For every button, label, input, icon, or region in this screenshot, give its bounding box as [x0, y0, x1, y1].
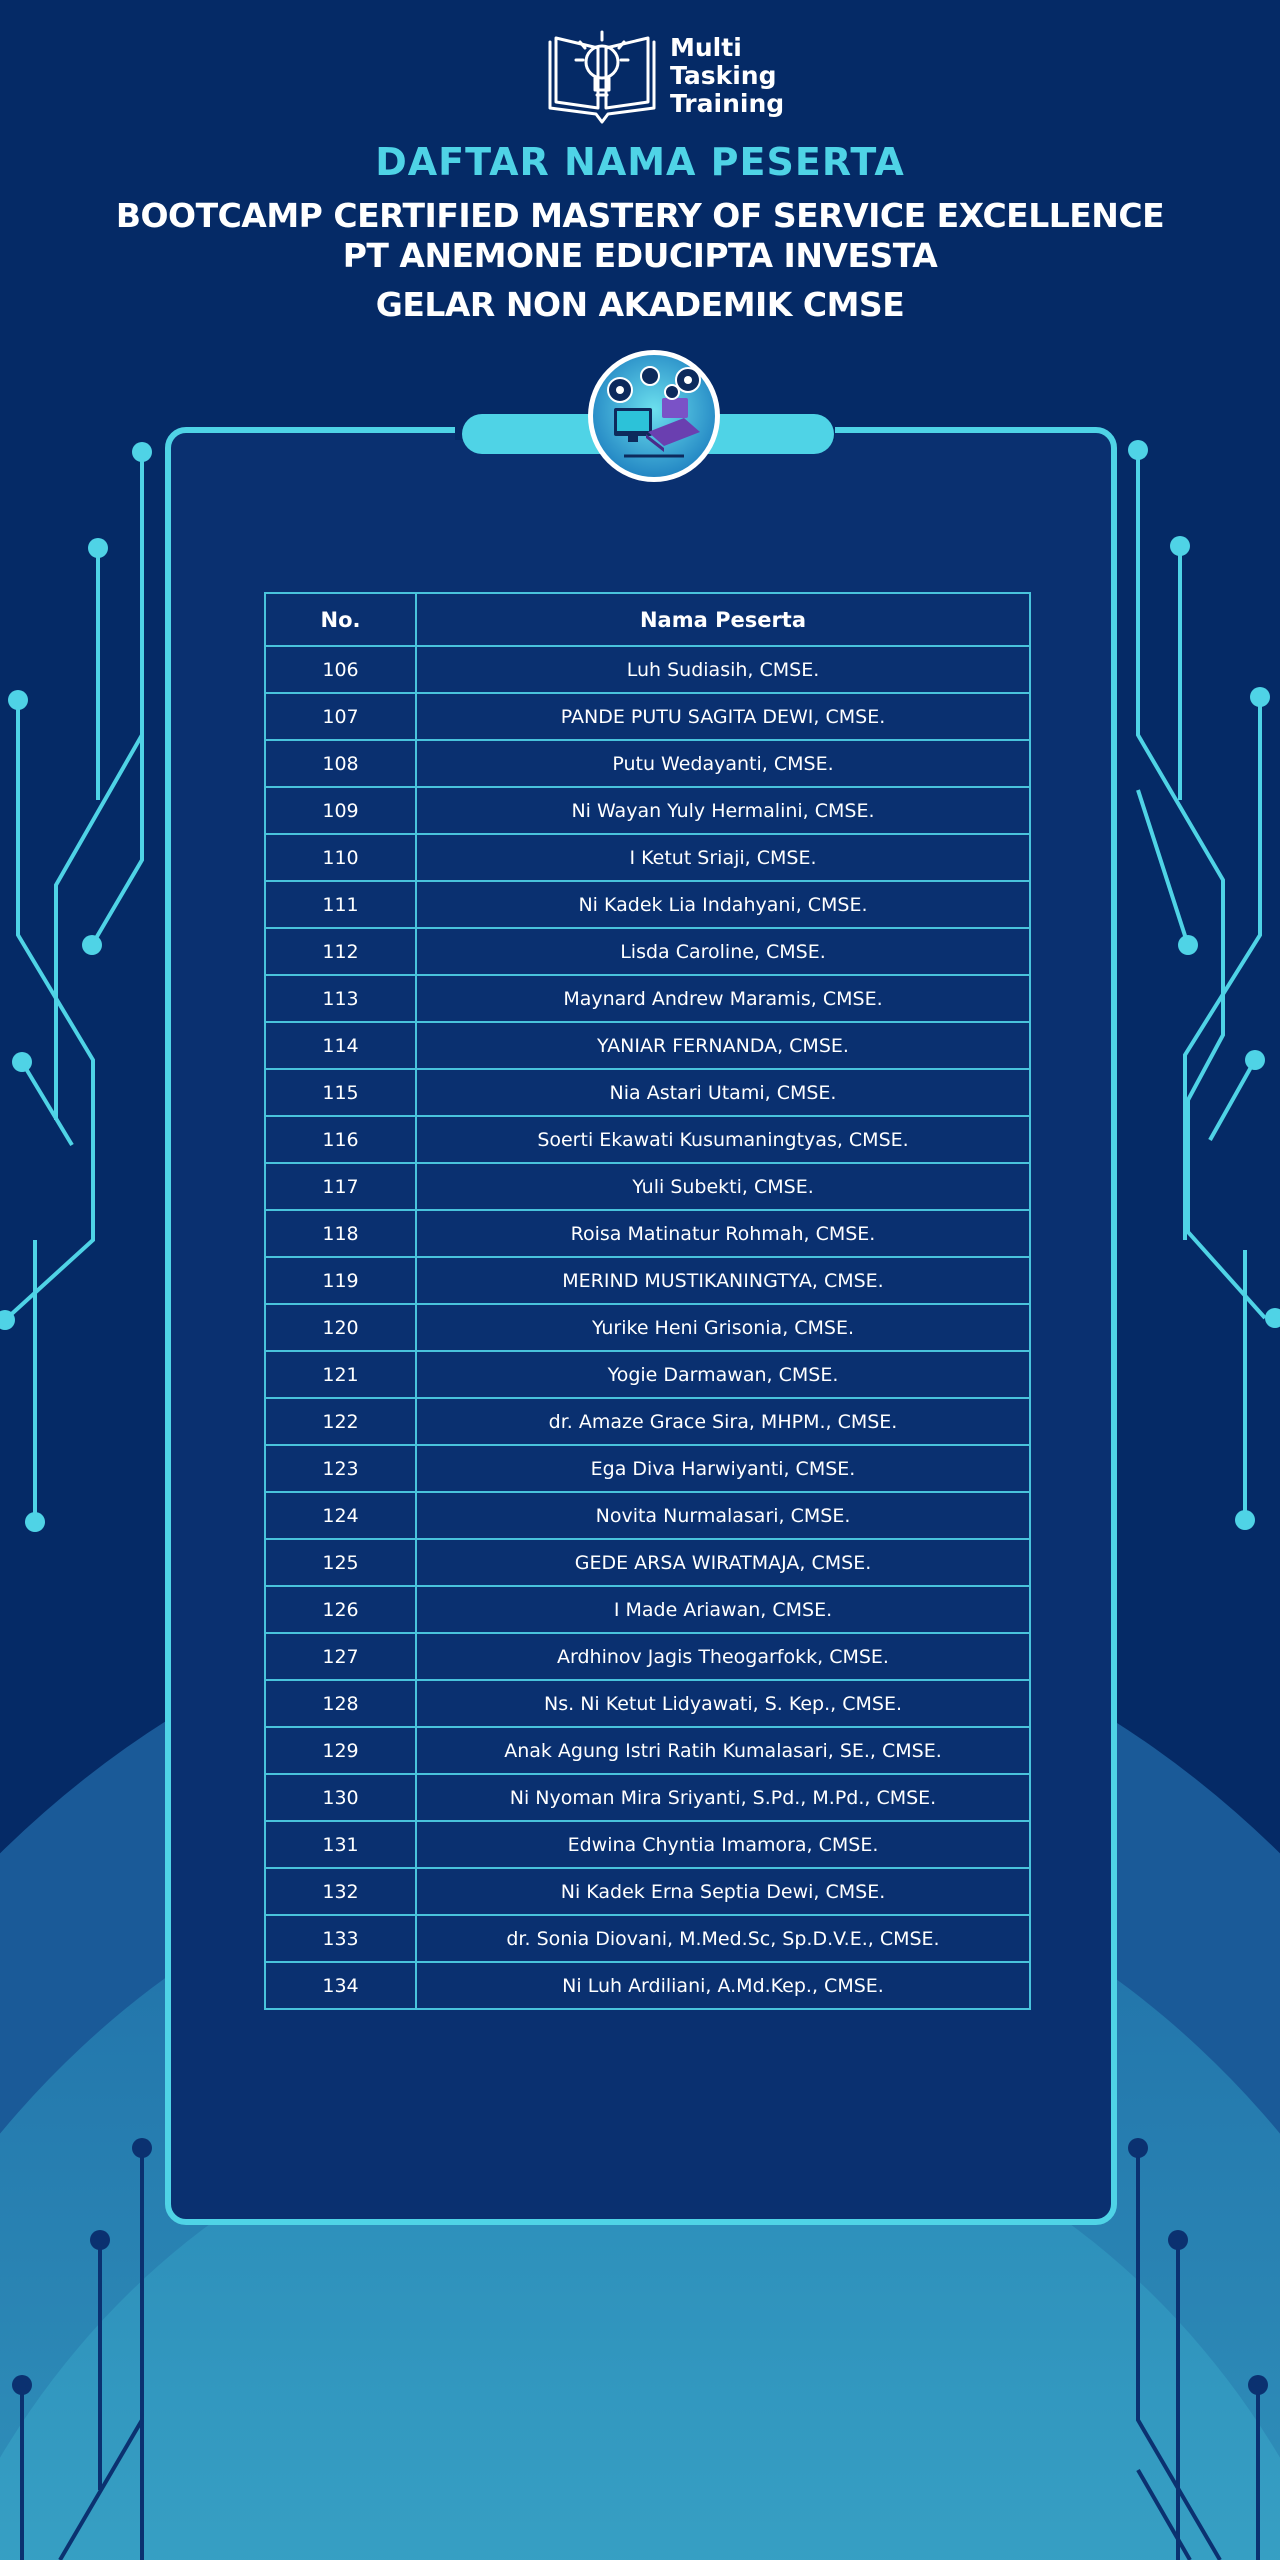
cell-participant-name: Maynard Andrew Maramis, CMSE.: [416, 975, 1030, 1022]
participant-table-wrapper: [264, 592, 1029, 2010]
cell-participant-name: Anak Agung Istri Ratih Kumalasari, SE., CMSE.: [416, 1727, 1030, 1774]
cell-no: 126: [265, 1586, 416, 1633]
book-lightbulb-logo-icon: [546, 28, 658, 124]
participant-table: [264, 592, 1031, 2010]
table-header-row: [265, 593, 1030, 646]
table-row: [265, 1163, 1030, 1210]
table-row: [265, 881, 1030, 928]
table-row: [265, 1022, 1030, 1069]
table-row: [265, 1210, 1030, 1257]
cell-no: 121: [265, 1351, 416, 1398]
cell-no: 114: [265, 1022, 416, 1069]
cell-participant-name: Luh Sudiasih, CMSE.: [416, 646, 1030, 693]
cell-no: 133: [265, 1915, 416, 1962]
table-row: [265, 1727, 1030, 1774]
cell-participant-name: Ns. Ni Ketut Lidyawati, S. Kep., CMSE.: [416, 1680, 1030, 1727]
column-header-name: Nama Peserta: [416, 593, 1030, 646]
cell-participant-name: YANIAR FERNANDA, CMSE.: [416, 1022, 1030, 1069]
cell-participant-name: MERIND MUSTIKANINGTYA, CMSE.: [416, 1257, 1030, 1304]
table-body: [265, 646, 1030, 2009]
cell-no: 131: [265, 1821, 416, 1868]
cell-no: 128: [265, 1680, 416, 1727]
cell-participant-name: Ni Wayan Yuly Hermalini, CMSE.: [416, 787, 1030, 834]
brand-line: Training: [670, 89, 785, 118]
brand-name: [670, 34, 784, 118]
table-row: [265, 1915, 1030, 1962]
cell-participant-name: Yuli Subekti, CMSE.: [416, 1163, 1030, 1210]
cell-no: 134: [265, 1962, 416, 2009]
cell-no: 127: [265, 1633, 416, 1680]
cell-participant-name: Lisda Caroline, CMSE.: [416, 928, 1030, 975]
cell-no: 129: [265, 1727, 416, 1774]
cell-no: 116: [265, 1116, 416, 1163]
cell-no: 119: [265, 1257, 416, 1304]
cell-participant-name: Ni Nyoman Mira Sriyanti, S.Pd., M.Pd., CMSE.: [416, 1774, 1030, 1821]
computer-network-illustration-icon: [584, 346, 724, 486]
cell-participant-name: PANDE PUTU SAGITA DEWI, CMSE.: [416, 693, 1030, 740]
cell-participant-name: I Made Ariawan, CMSE.: [416, 1586, 1030, 1633]
brand-line: Tasking: [670, 61, 777, 90]
cell-no: 109: [265, 787, 416, 834]
cell-no: 108: [265, 740, 416, 787]
cell-no: 115: [265, 1069, 416, 1116]
column-header-no: No.: [265, 593, 416, 646]
cell-no: 122: [265, 1398, 416, 1445]
cell-participant-name: GEDE ARSA WIRATMAJA, CMSE.: [416, 1539, 1030, 1586]
cell-no: 111: [265, 881, 416, 928]
table-row: [265, 1633, 1030, 1680]
page-title-line-2: PT ANEMONE EDUCIPTA INVESTA: [342, 236, 938, 275]
table-row: [265, 787, 1030, 834]
cell-participant-name: dr. Amaze Grace Sira, MHPM., CMSE.: [416, 1398, 1030, 1445]
cell-no: 124: [265, 1492, 416, 1539]
page-title-line-3: GELAR NON AKADEMIK CMSE: [375, 285, 905, 324]
table-row: [265, 1962, 1030, 2009]
cell-participant-name: Soerti Ekawati Kusumaningtyas, CMSE.: [416, 1116, 1030, 1163]
table-row: [265, 928, 1030, 975]
page-subtitle: DAFTAR NAMA PESERTA: [375, 140, 905, 184]
cell-no: 130: [265, 1774, 416, 1821]
table-row: [265, 1774, 1030, 1821]
cell-participant-name: Yogie Darmawan, CMSE.: [416, 1351, 1030, 1398]
cell-participant-name: Putu Wedayanti, CMSE.: [416, 740, 1030, 787]
cell-no: 107: [265, 693, 416, 740]
cell-participant-name: I Ketut Sriaji, CMSE.: [416, 834, 1030, 881]
cell-participant-name: Nia Astari Utami, CMSE.: [416, 1069, 1030, 1116]
table-row: [265, 1539, 1030, 1586]
cell-no: 110: [265, 834, 416, 881]
cell-no: 112: [265, 928, 416, 975]
cell-no: 125: [265, 1539, 416, 1586]
table-row: [265, 1304, 1030, 1351]
table-row: [265, 1116, 1030, 1163]
cell-participant-name: Novita Nurmalasari, CMSE.: [416, 1492, 1030, 1539]
cell-no: 132: [265, 1868, 416, 1915]
cell-participant-name: Yurike Heni Grisonia, CMSE.: [416, 1304, 1030, 1351]
table-row: [265, 1821, 1030, 1868]
table-row: [265, 975, 1030, 1022]
cell-no: 118: [265, 1210, 416, 1257]
cell-participant-name: Ni Kadek Lia Indahyani, CMSE.: [416, 881, 1030, 928]
cell-participant-name: Ega Diva Harwiyanti, CMSE.: [416, 1445, 1030, 1492]
table-row: [265, 646, 1030, 693]
cell-no: 117: [265, 1163, 416, 1210]
page-title-line-1: BOOTCAMP CERTIFIED MASTERY OF SERVICE EXCELLENCE: [115, 196, 1165, 235]
table-row: [265, 1680, 1030, 1727]
cell-participant-name: Ardhinov Jagis Theogarfokk, CMSE.: [416, 1633, 1030, 1680]
table-row: [265, 1586, 1030, 1633]
cell-participant-name: Roisa Matinatur Rohmah, CMSE.: [416, 1210, 1030, 1257]
brand-line: Multi: [670, 33, 742, 62]
cell-no: 120: [265, 1304, 416, 1351]
cell-no: 113: [265, 975, 416, 1022]
table-row: [265, 1868, 1030, 1915]
cell-no: 123: [265, 1445, 416, 1492]
cell-participant-name: dr. Sonia Diovani, M.Med.Sc, Sp.D.V.E., CMSE.: [416, 1915, 1030, 1962]
table-row: [265, 834, 1030, 881]
table-row: [265, 1445, 1030, 1492]
table-row: [265, 693, 1030, 740]
cell-participant-name: Ni Kadek Erna Septia Dewi, CMSE.: [416, 1868, 1030, 1915]
cell-participant-name: Ni Luh Ardiliani, A.Md.Kep., CMSE.: [416, 1962, 1030, 2009]
table-row: [265, 1069, 1030, 1116]
cell-no: 106: [265, 646, 416, 693]
table-row: [265, 1257, 1030, 1304]
brand-logo: [546, 28, 784, 124]
table-row: [265, 740, 1030, 787]
table-row: [265, 1492, 1030, 1539]
table-row: [265, 1351, 1030, 1398]
cell-participant-name: Edwina Chyntia Imamora, CMSE.: [416, 1821, 1030, 1868]
table-row: [265, 1398, 1030, 1445]
